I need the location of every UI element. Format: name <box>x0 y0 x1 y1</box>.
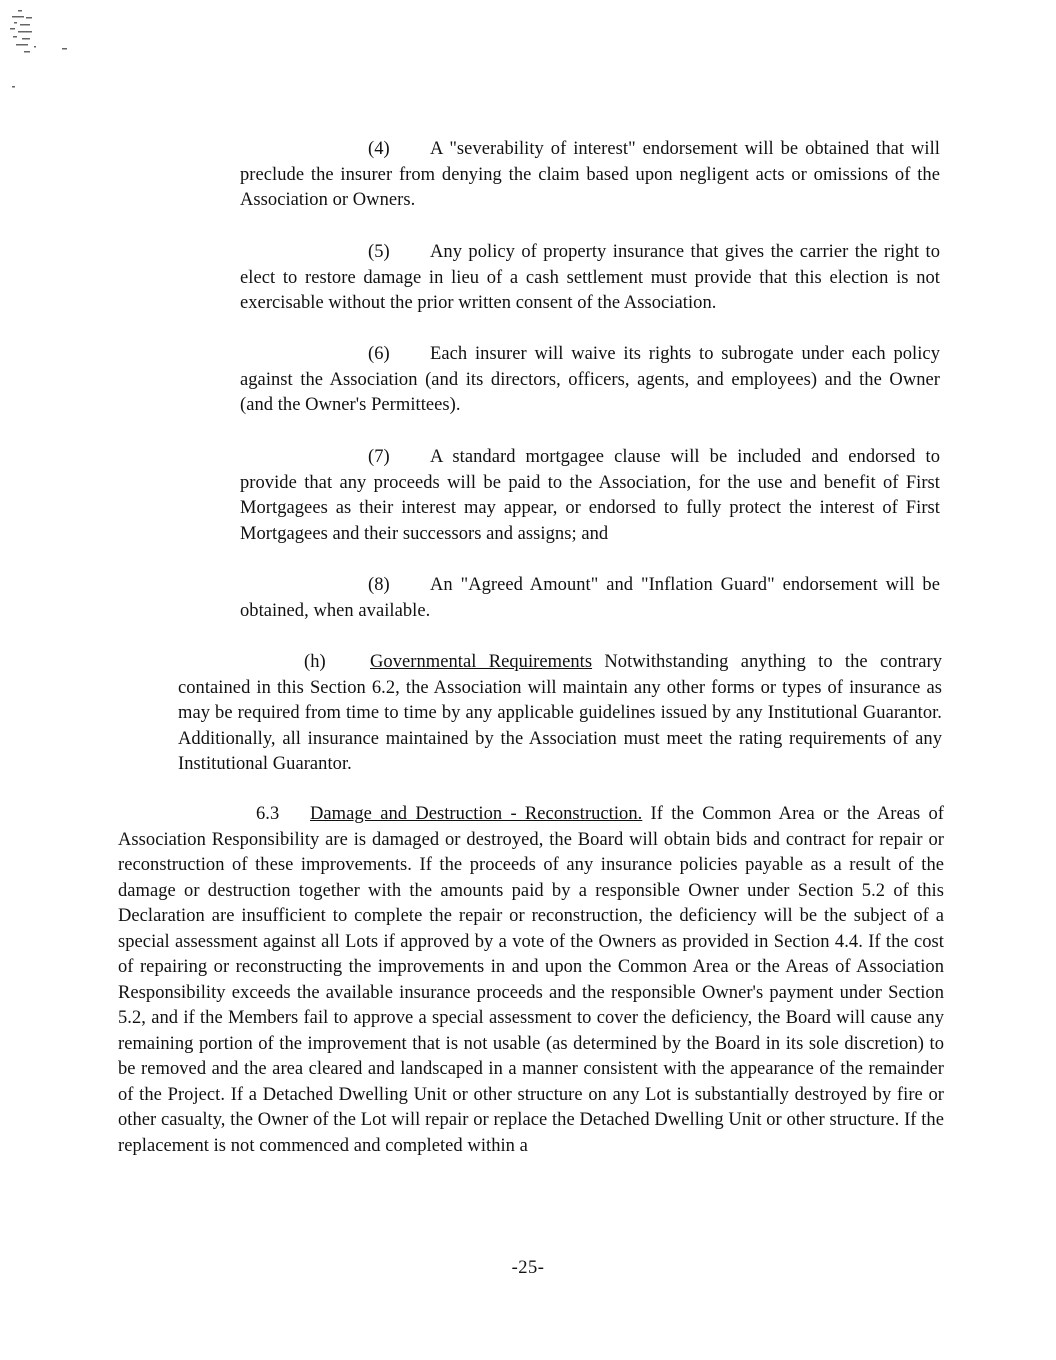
paragraph-6 <box>240 342 940 419</box>
paragraph-h <box>178 650 942 778</box>
page-number: -25- <box>511 1258 545 1278</box>
paragraph-h-number: (h) <box>304 652 326 672</box>
paragraph-8 <box>240 573 940 624</box>
paragraph-7-number: (7) <box>368 447 390 467</box>
section-6-3-heading: Damage and Destruction - Reconstruction. <box>310 804 643 824</box>
paragraph-5-text: Any policy of property insurance that gives the carrier the right to elect to restore damage in lieu of a cash settlement must provide that this election is not exercisable without the prior written consent of the Association. <box>240 242 940 313</box>
paragraph-5 <box>240 240 940 317</box>
paragraph-6-text: Each insurer will waive its rights to subrogate under each policy against the Association (and its directors, officers, agents, and employees) and the Owner (and the Owner's Permittees). <box>240 344 940 415</box>
paragraph-8-number: (8) <box>368 575 390 595</box>
scan-artifact-mark <box>4 4 72 88</box>
paragraph-8-text: An "Agreed Amount" and "Inflation Guard" endorsement will be obtained, when available. <box>240 575 940 621</box>
section-6-3-number: 6.3 <box>256 804 280 824</box>
paragraph-5-number: (5) <box>368 242 390 262</box>
paragraph-h-heading: Governmental Requirements <box>370 652 593 672</box>
paragraph-7-text: A standard mortgagee clause will be included and endorsed to provide that any proceeds will be paid to the Association, for the use and benefit of First Mortgagees as their interest may appear, or endorsed to fully protect the interest of First Mortgagees and their successors and assigns; and <box>240 447 940 544</box>
section-6-3 <box>118 802 944 1159</box>
section-6-3-text: If the Common Area or the Areas of Association Responsibility are is damaged or destroyed, the Board will obtain bids and contract for repair or reconstruction of these improvements. If the proceeds of any insurance policies payable as a result of the damage or destruction together with the amounts paid by a responsible Owner under Section 5.2 of this Declaration are insufficient to complete the repair or reconstruction, the deficiency will be the subject of a special assessment against all Lots if approved by a vote of the Owners as provided in Section 4.4. If the cost of repairing or reconstructing the improvements in and upon the Common Area or the Areas of Association Responsibility exceeds the available insurance proceeds and the responsible Owner's payment under Section 5.2, and if the Members fail to approve a special assessment to cover the deficiency, the Board will cause any remaining portion of the improvement that is not usable (as determined by the Board in its sole discretion) to be removed and the area cleared and landscaped in a manner consistent with the appearance of the remainder of the Project. If a Detached Dwelling Unit or other structure on any Lot is substantially destroyed by fire or other casualty, the Owner of the Lot will repair or replace the Detached Dwelling Unit or other structure. If the replacement is not commenced and completed within a <box>118 804 944 1156</box>
paragraph-6-number: (6) <box>368 344 390 364</box>
paragraph-4-text: A "severability of interest" endorsement will be obtained that will preclude the insurer from denying the claim based upon negligent acts or omissions of the Association or Owners. <box>240 139 940 210</box>
paragraph-h-text: Notwithstanding anything to the contrary contained in this Section 6.2, the Association will maintain any other forms or types of insurance as may be required from time to time by any applicable guidelines issued by any Institutional Guarantor. Additionally, all insurance maintained by the Association must meet the rating requirements of any Institutional Guarantor. <box>178 652 943 774</box>
paragraph-7 <box>240 445 940 547</box>
paragraph-4-number: (4) <box>368 139 390 159</box>
paragraph-4 <box>240 137 940 214</box>
